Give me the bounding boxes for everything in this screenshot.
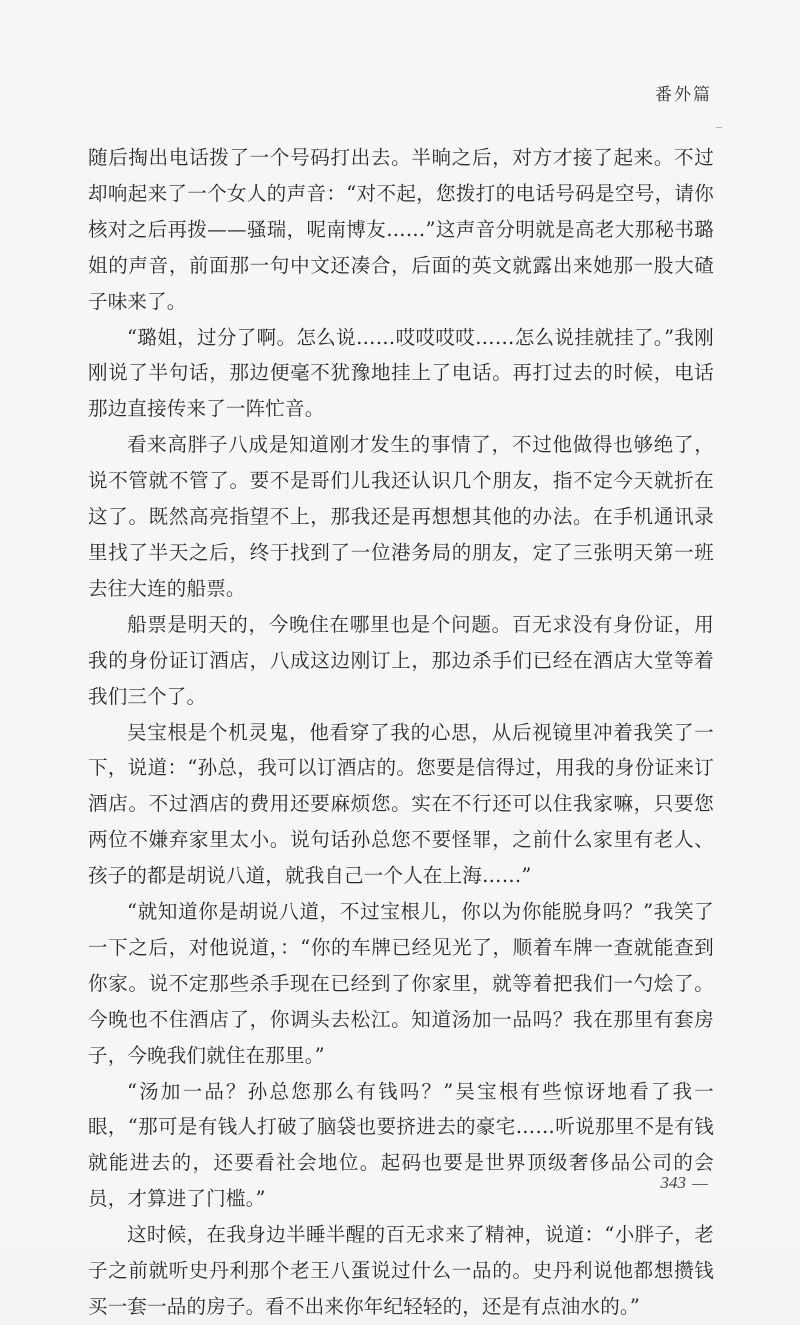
running-header: 番外篇 [655, 85, 712, 105]
paragraph: 看来高胖子八成是知道刚才发生的事情了，不过他做得也够绝了，说不管就不管了。要不是哥们儿我还认识几个朋友，指不定今天就折在这了。既然高亮指望不上，那我还是再想想其他的办法。在手机通讯录里找了半天之后，终于找到了一位港务局的朋友，定了三张明天第一班去往大连的船票。 [88, 433, 714, 600]
page-number [661, 1173, 709, 1193]
paragraph: 这时候，在我身边半睡半醒的百无求来了精神，说道：“小胖子，老子之前就听史丹利那个老王八蛋说过什么一品的。史丹利说他都想攒钱买一套一品的房子。看不出来你年纪轻轻的，还是有点油水的。” [88, 1223, 714, 1318]
header-rule [716, 127, 722, 128]
paragraph: “汤加一品？孙总您那么有钱吗？”吴宝根有些惊讶地看了我一眼，“那可是有钱人打破了脑袋也要挤进去的豪宅……听说那里不是有钱就能进去的，还要看社会地位。起码也要是世界顶级奢侈品公司的会员，才算进了门槛。” [88, 1079, 714, 1211]
paragraph: 吴宝根是个机灵鬼，他看穿了我的心思，从后视镜里冲着我笑了一下，说道：“孙总，我可以订酒店的。您要是信得过，用我的身份证来订酒店。不过酒店的费用还要麻烦您。实在不行还可以住我家嘛，只要您两位不嫌弃家里太小。说句话孙总您不要怪罪，之前什么家里有老人、孩子的都是胡说八道，就我自己一个人在上海……” [88, 720, 714, 888]
paragraph: “璐姐，过分了啊。怎么说……哎哎哎哎……怎么说挂就挂了。”我刚刚说了半句话，那边便毫不犹豫地挂上了电话。再打过去的时候，电话那边直接传来了一阵忙音。 [88, 325, 714, 421]
paragraph: 随后掏出电话拨了一个号码打出去。半晌之后，对方才接了起来。不过却响起来了一个女人的声音：“对不起，您拨打的电话号码是空号，请你核对之后再拨——骚瑞，呢南博友……”这声音分明就是高老大那秘书璐姐的声音，前面那一句中文还凑合，后面的英文就露出来她那一股大碴子味来了。 [88, 146, 714, 313]
body-text [88, 140, 714, 1325]
paragraph: “就知道你是胡说八道，不过宝根儿，你以为你能脱身吗？”我笑了一下之后，对他说道，：“你的车牌已经见光了，顺着车牌一查就能查到你家。说不定那些杀手现在已经到了你家里，就等着把我们一勺烩了。今晚也不住酒店了，你调头去松江。知道汤加一品吗？我在那里有套房子，今晚我们就住在那里。” [88, 900, 714, 1067]
folio-dash [692, 1184, 708, 1185]
page-number-text: 343 [660, 1173, 686, 1192]
paragraph: 船票是明天的，今晚住在哪里也是个问题。百无求没有身份证，用我的身份证订酒店，八成这边刚订上，那边杀手们已经在酒店大堂等着我们三个了。 [88, 612, 714, 708]
